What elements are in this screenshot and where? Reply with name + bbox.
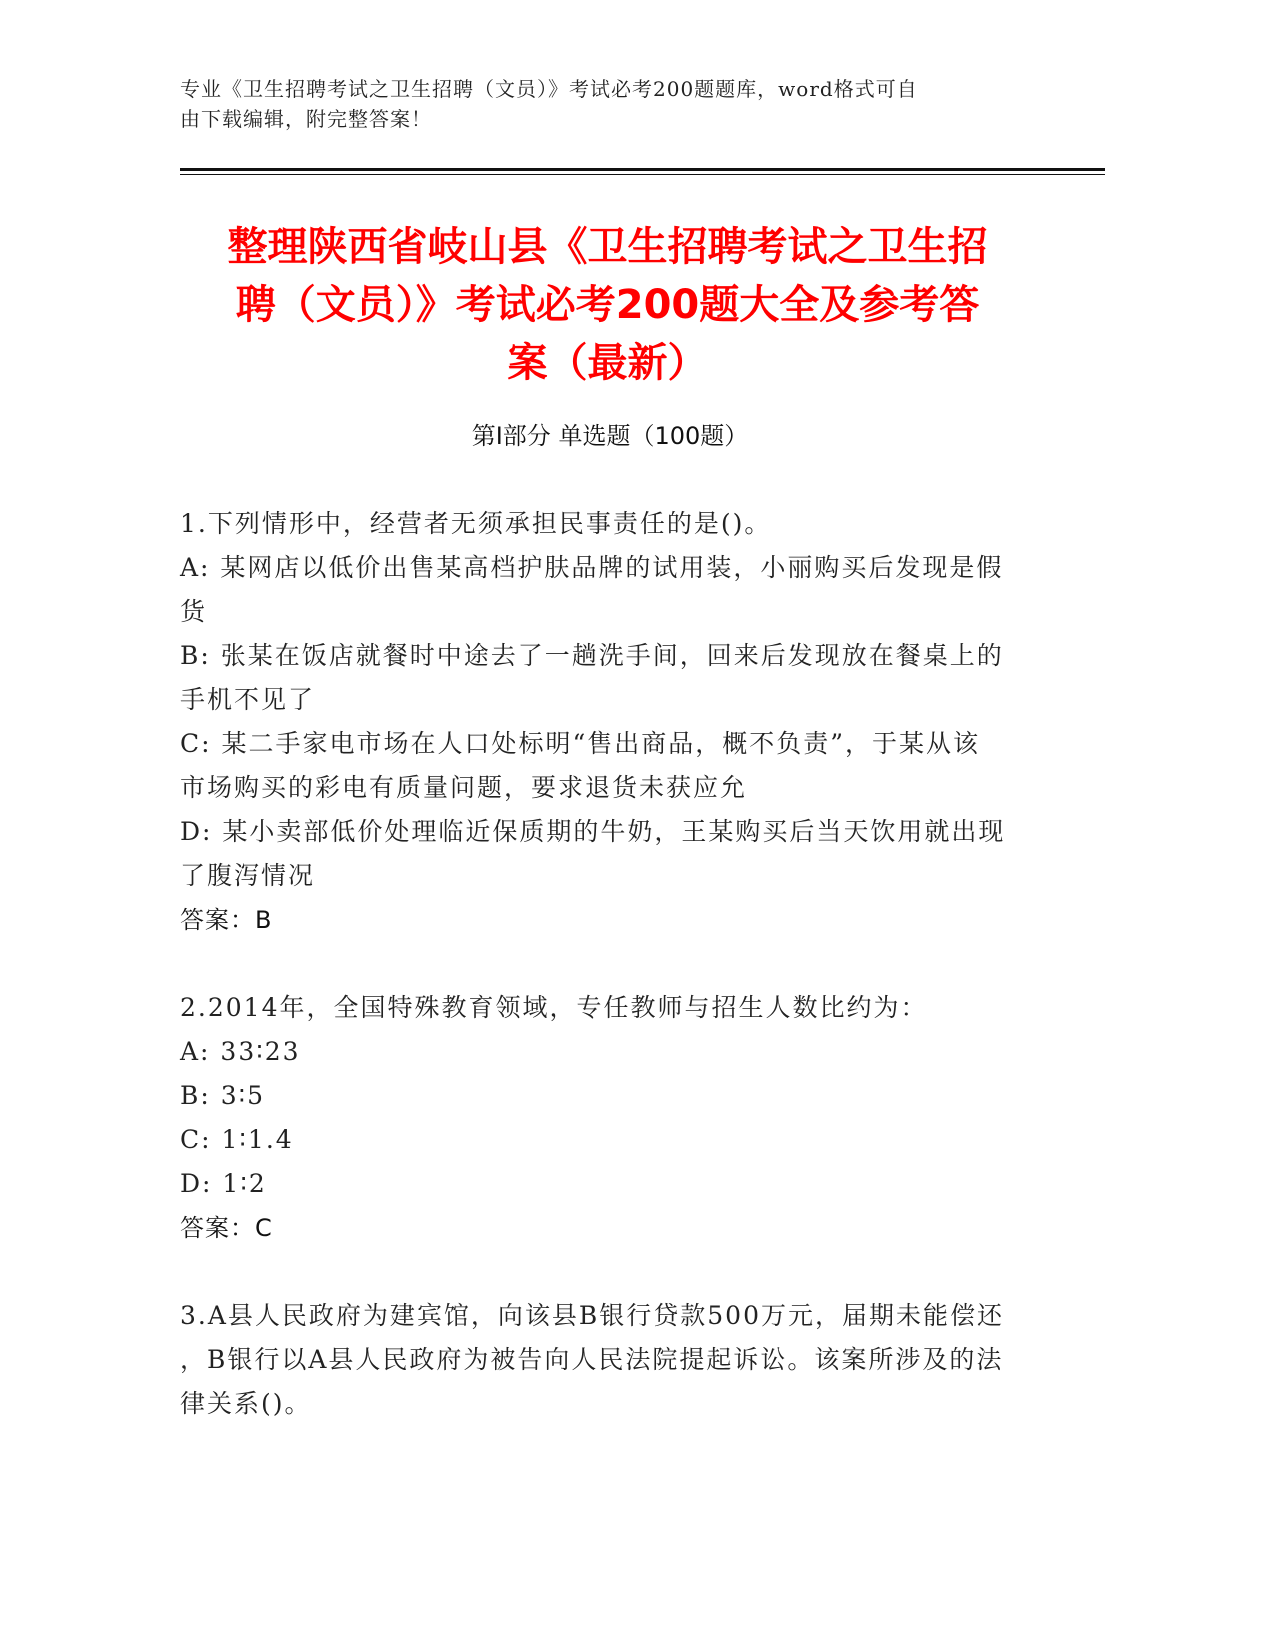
question-list — [180, 502, 1040, 1426]
option-d: D: 1∶2 — [180, 1169, 267, 1198]
question-2 — [180, 986, 1040, 1250]
section-heading: 第Ⅰ部分 单选题（100题） — [471, 422, 749, 450]
question-stem: 1.下列情形中，经营者无须承担民事责任的是()。 — [180, 509, 772, 538]
option-c: C: 1∶1.4 — [180, 1125, 294, 1154]
document-title-line: 整理陕西省岐山县《卫生招聘考试之卫生招 — [227, 224, 988, 270]
header-divider-thin — [180, 174, 1105, 175]
option-a: A: 33∶23 — [180, 1037, 301, 1066]
answer-label: 答案：B — [180, 906, 273, 934]
document-title-line: 聘（文员）》考试必考200题大全及参考答 — [235, 282, 980, 328]
option-a: A: 某网店以低价出售某高档护肤品牌的试用装，小丽购买后发现是假 — [180, 553, 1004, 582]
option-b: B: 张某在饭店就餐时中途去了一趟洗手间，回来后发现放在餐桌上的 — [180, 641, 1004, 670]
option-c: C: 某二手家电市场在人口处标明“售出商品，概不负责”，于某从该 — [180, 729, 981, 758]
option-a-cont: 货 — [180, 597, 208, 626]
header-note-line: 由下载编辑，附完整答案！ — [180, 107, 432, 131]
question-spacer — [180, 942, 1040, 986]
question-spacer — [180, 1250, 1040, 1294]
option-d: D: 某小卖部低价处理临近保质期的牛奶，王某购买后当天饮用就出现 — [180, 817, 1006, 846]
header-note — [180, 74, 1040, 134]
option-d-cont: 了腹泻情况 — [180, 861, 316, 890]
option-b-cont: 手机不见了 — [180, 685, 316, 714]
document-title — [170, 218, 1045, 392]
question-stem-cont: ，B银行以A县人民政府为被告向人民法院提起诉讼。该案所涉及的法 — [180, 1345, 1004, 1374]
option-c-cont: 市场购买的彩电有质量问题，要求退货未获应允 — [180, 773, 748, 802]
answer-label: 答案：C — [180, 1214, 273, 1242]
option-b: B: 3∶5 — [180, 1081, 266, 1110]
question-stem: 3.A县人民政府为建宾馆，向该县B银行贷款500万元，届期未能偿还 — [180, 1301, 1004, 1330]
header-divider — [180, 168, 1105, 171]
question-3 — [180, 1294, 1040, 1426]
document-title-line: 案（最新） — [507, 340, 708, 386]
question-1 — [180, 502, 1040, 942]
question-stem: 2.2014年，全国特殊教育领域，专任教师与招生人数比约为： — [180, 993, 928, 1022]
header-note-line: 专业《卫生招聘考试之卫生招聘（文员）》考试必考200题题库，word格式可自 — [180, 77, 918, 101]
question-stem-cont: 律关系()。 — [180, 1389, 312, 1418]
